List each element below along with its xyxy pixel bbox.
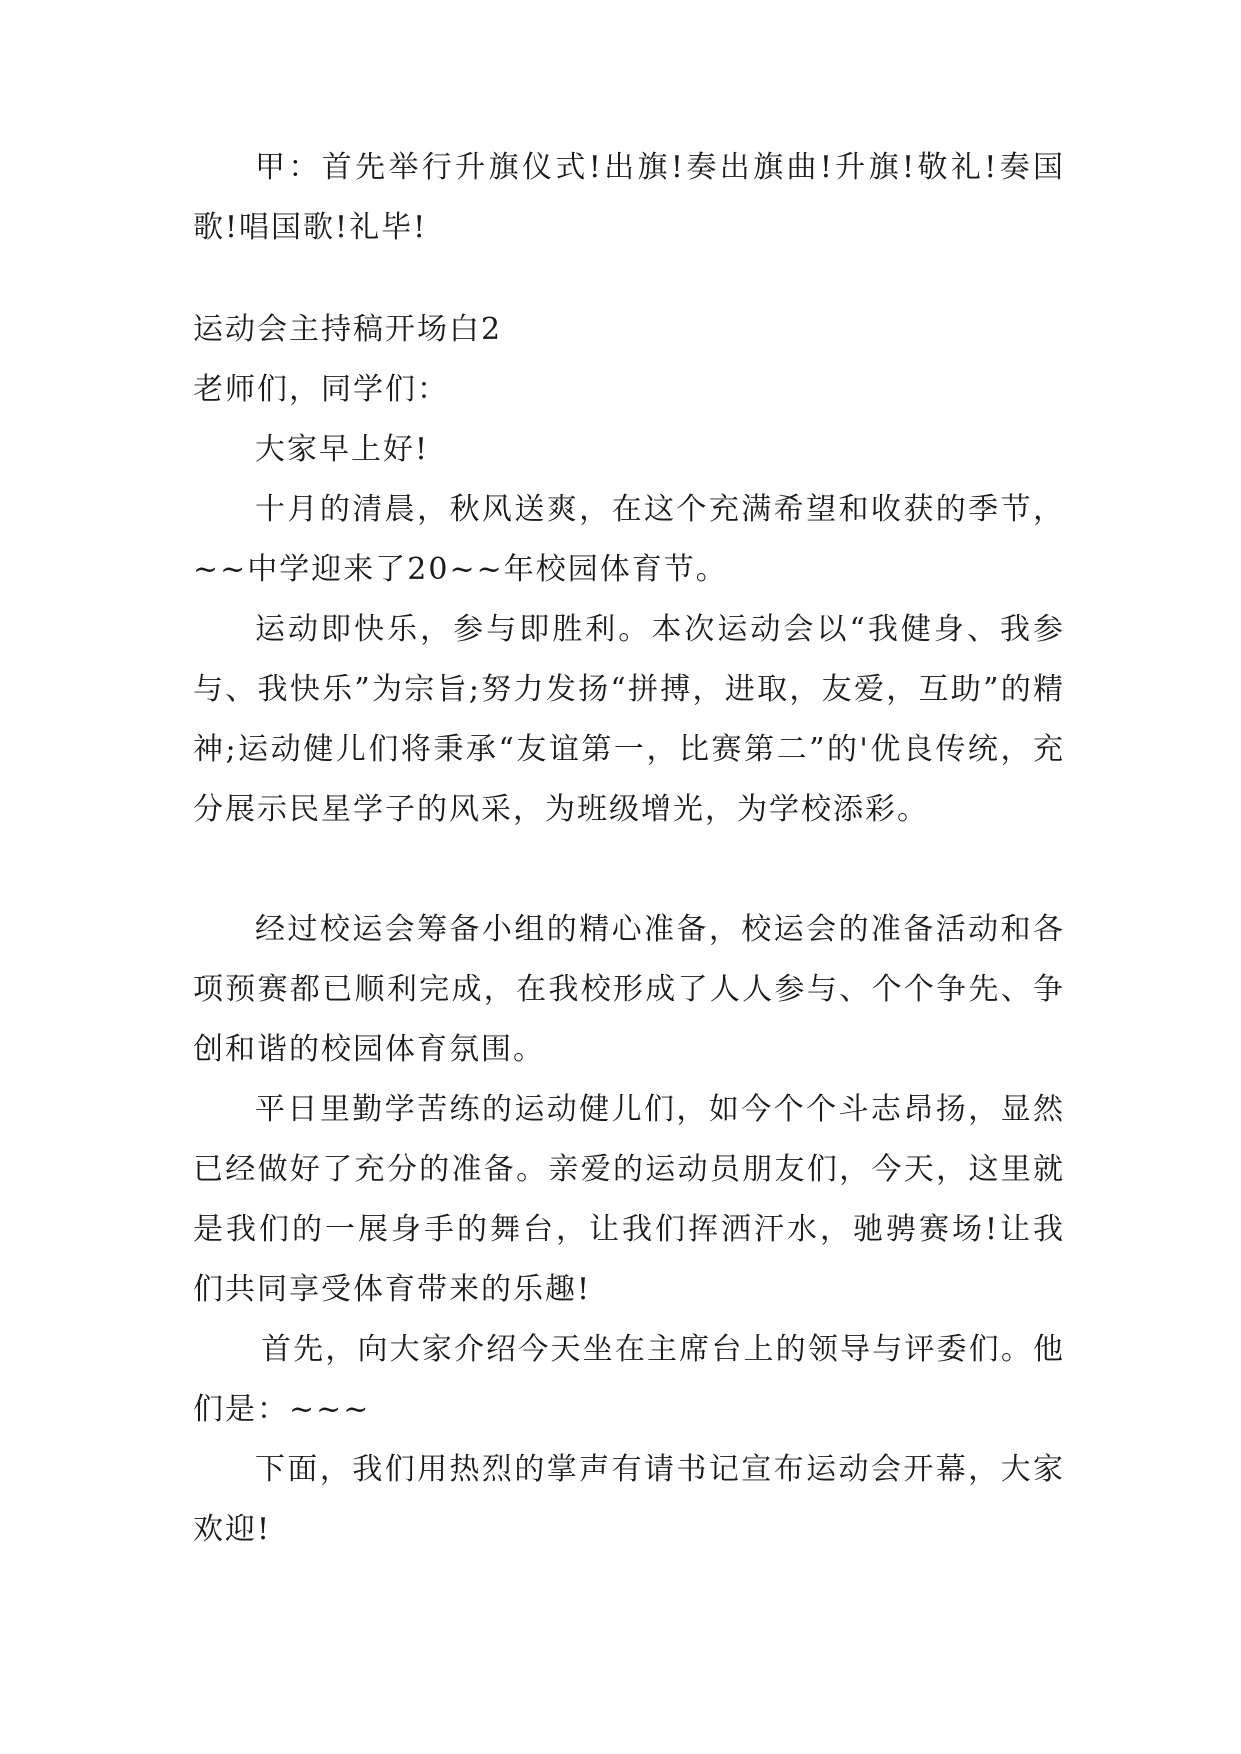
paragraph-preparation: 经过校运会筹备小组的精心准备，校运会的准备活动和各项预赛都已顺利完成，在我校形成了人人参与、个个争先、争创和谐的校园体育氛围。 (193, 912, 1065, 1067)
paragraph-introduction: 首先，向大家介绍今天坐在主席台上的领导与评委们。他们是：~~~ (193, 1332, 1065, 1427)
intro-paragraph: 甲：首先举行升旗仪式!出旗!奏出旗曲!升旗!敬礼!奏国歌!唱国歌!礼毕! (193, 150, 1065, 245)
paragraph-athletes: 平日里勤学苦练的运动健儿们，如今个个斗志昂扬，显然已经做好了充分的准备。亲爱的运动员朋友们，今天，这里就是我们的一展身手的舞台，让我们挥洒汗水，驰骋赛场!让我们共同享受体育带来的乐趣! (193, 1092, 1065, 1307)
paragraph-theme: 运动即快乐，参与即胜利。本次运动会以“我健身、我参与、我快乐”为宗旨;努力发扬“拼搏，进取，友爱，互助”的精神;运动健儿们将秉承“友谊第一，比赛第二”的'优良传统，充分展示民星学子的风采，为班级增光，为学校添彩。 (193, 612, 1065, 827)
greeting: 老师们，同学们： (193, 372, 449, 407)
paragraph-morning: 大家早上好! (255, 432, 430, 467)
paragraph-opening: 下面，我们用热烈的掌声有请书记宣布运动会开幕，大家欢迎! (193, 1452, 1065, 1547)
section-title: 运动会主持稿开场白2 (193, 312, 503, 347)
paragraph-october: 十月的清晨，秋风送爽，在这个充满希望和收获的季节，~~中学迎来了20~~年校园体育节。 (193, 492, 1065, 587)
